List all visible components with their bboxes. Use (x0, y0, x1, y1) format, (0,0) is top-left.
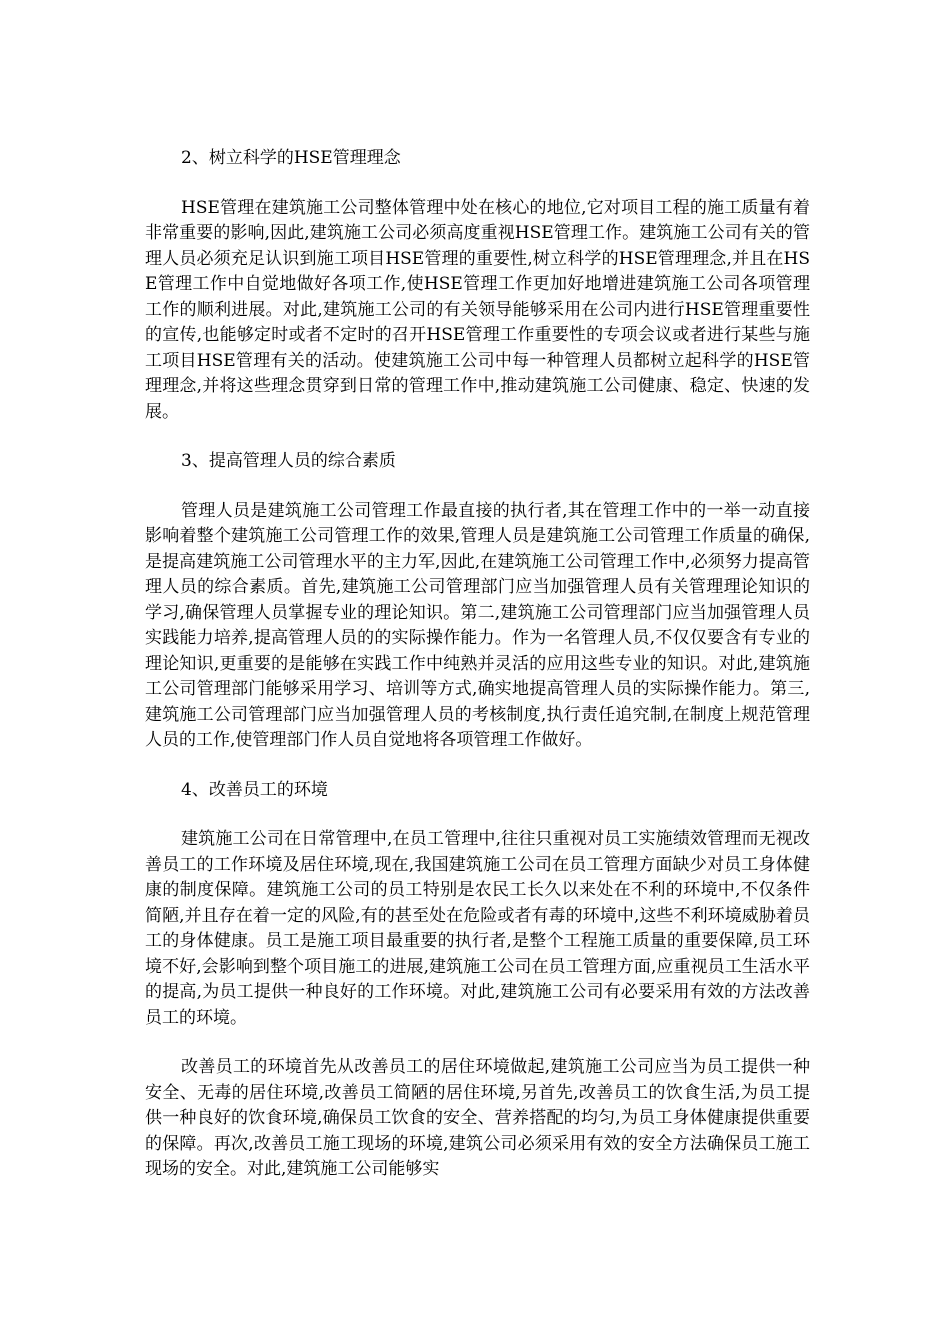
section-heading: 2、树立科学的HSE管理理念 (181, 148, 401, 168)
body-paragraph: 管理人员是建筑施工公司管理工作最直接的执行者,其在管理工作中的一举一动直接影响着整个建筑施工公司管理工作的效果,管理人员是建筑施工公司管理工作质量的确保,是提高建筑施工公司管理水平的主力军,因此,在建筑施工公司管理工作中,必须努力提高管理人员的综合素质。首先,建筑施工公司管理部门应当加强管理人员有关管理理论知识的学习,确保管理人员掌握专业的理论知识。第二,建筑施工公司管理部门应当加强管理人员实践能力培养,提高管理人员的的实际操作能力。作为一名管理人员,不仅仅要含有专业的理论知识,更重要的是能够在实践工作中纯熟并灵活的应用这些专业的知识。对此,建筑施工公司管理部门能够采用学习、培训等方式,确实地提高管理人员的实际操作能力。第三,建筑施工公司管理部门应当加强管理人员的考核制度,执行责任追究制,在制度上规范管理人员的工作,使管理部门作人员自觉地将各项管理工作做好。 (145, 500, 810, 750)
body-paragraph: HSE管理在建筑施工公司整体管理中处在核心的地位,它对项目工程的施工质量有着非常重要的影响,因此,建筑施工公司必须高度重视HSE管理工作。建筑施工公司有关的管理人员必须充足认识到施工项目HSE管理的重要性,树立科学的HSE管理理念,并且在HSE管理工作中自觉地做好各项工作,使HSE管理工作更加好地增进建筑施工公司各项管理工作的顺利进展。对此,建筑施工公司的有关领导能够采用在公司内进行HSE管理重要性的宣传,也能够定时或者不定时的召开HSE管理工作重要性的专项会议或者进行某些与施工项目HSE管理有关的活动。使建筑施工公司中每一种管理人员都树立起科学的HSE管理理念,并将这些理念贯穿到日常的管理工作中,推动建筑施工公司健康、稳定、快速的发展。 (145, 197, 810, 422)
body-paragraph: 建筑施工公司在日常管理中,在员工管理中,往往只重视对员工实施绩效管理而无视改善员工的工作环境及居住环境,现在,我国建筑施工公司在员工管理方面缺少对员工身体健康的制度保障。建筑施工公司的员工特别是农民工长久以来处在不利的环境中,不仅条件简陋,并且存在着一定的风险,有的甚至处在危险或者有毒的环境中,这些不利环境威胁着员工的身体健康。员工是施工项目最重要的执行者,是整个工程施工质量的重要保障,员工环境不好,会影响到整个项目施工的进展,建筑施工公司在员工管理方面,应重视员工生活水平的提高,为员工提供一种良好的工作环境。对此,建筑施工公司有必要采用有效的方法改善员工的环境。 (145, 829, 810, 1028)
body-paragraph: 改善员工的环境首先从改善员工的居住环境做起,建筑施工公司应当为员工提供一种安全、无毒的居住环境,改善员工简陋的居住环境,另首先,改善员工的饮食生活,为员工提供一种良好的饮食环境,确保员工饮食的安全、营养搭配的均匀,为员工身体健康提供重要的保障。再次,改善员工施工现场的环境,建筑公司必须采用有效的安全方法确保员工施工现场的安全。对此,建筑施工公司能够实 (145, 1057, 810, 1179)
section-heading: 4、改善员工的环境 (181, 779, 328, 800)
document-page (145, 146, 810, 1207)
section-heading: 3、提高管理人员的综合素质 (181, 451, 396, 471)
